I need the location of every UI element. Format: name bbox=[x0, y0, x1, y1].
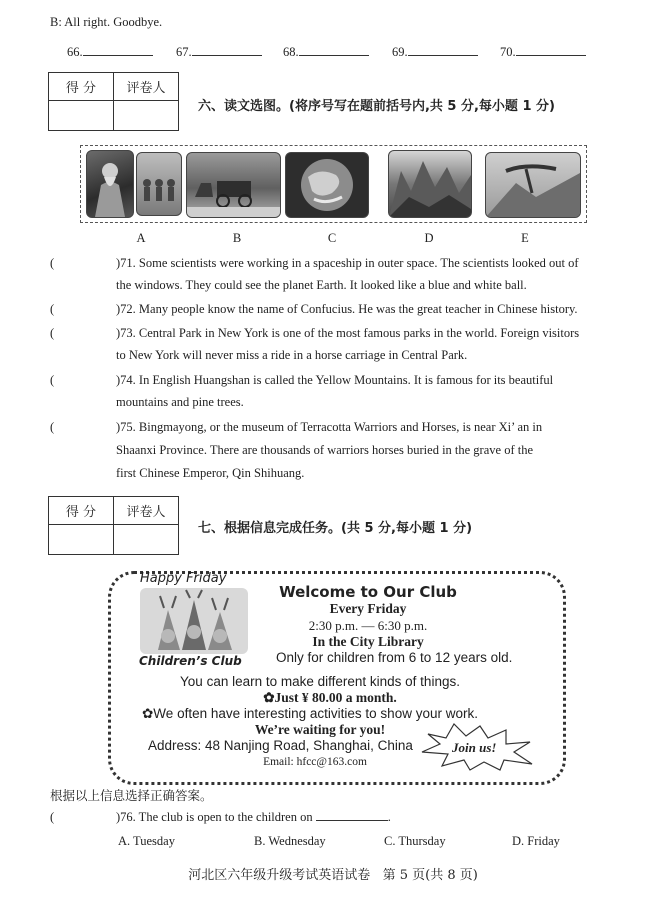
section6-title: 六、读文选图。(将序号写在题前括号内,共 5 分,每小题 1 分) bbox=[198, 99, 555, 114]
question-76: ( )76. The club is open to the children on . bbox=[50, 806, 391, 828]
question-75: ( )75. Bingmayong, or the museum of Terracotta Warriors and Horses, is near Xi’ an in Shaanxi Province. There are thousands of warriors horses buried in the grave of the first Chinese Emperor, Qin Shihuang. bbox=[50, 416, 542, 484]
picture-label-e: E bbox=[521, 231, 529, 245]
picture-label-c: C bbox=[327, 231, 337, 245]
section7-instruction: 根据以上信息选择正确答案。 bbox=[50, 788, 213, 803]
time-text: 2:30 p.m. — 6:30 p.m. bbox=[308, 618, 428, 633]
score-cell[interactable] bbox=[49, 101, 114, 131]
page-footer: 河北区六年级升级考试英语试卷 第 5 页(共 8 页) bbox=[188, 868, 478, 883]
childrens-club-text: Children’s Club bbox=[139, 654, 242, 668]
activities-text: ✿We often have interesting activities to show your work. bbox=[142, 706, 478, 721]
answer-blank-70: 70. bbox=[500, 43, 586, 60]
picture-b-horse-carriage bbox=[186, 152, 281, 218]
picture-d-mountains bbox=[388, 150, 472, 218]
picture-a-terracotta bbox=[136, 152, 182, 216]
score-label: 得 分 bbox=[49, 73, 114, 101]
picture-a-confucius bbox=[86, 150, 134, 218]
email-text: Email: hfcc@163.com bbox=[263, 756, 367, 768]
picture-label-b: B bbox=[232, 231, 242, 245]
reviewer-cell[interactable] bbox=[114, 101, 179, 131]
picture-c-earth bbox=[285, 152, 369, 218]
answer-paren[interactable]: ( bbox=[50, 302, 55, 316]
price-text: ✿Just ¥ 80.00 a month. bbox=[263, 690, 397, 705]
place-text: In the City Library bbox=[312, 634, 424, 649]
party-hats-image bbox=[140, 588, 248, 654]
question-73: ( )73. Central Park in New York is one of the most famous parks in the world. Foreign visitors to New York will never miss a ride in a horse carriage in Central Park. bbox=[50, 322, 579, 366]
score-box-section6 bbox=[48, 72, 179, 131]
picture-e-pine-tree bbox=[485, 152, 581, 218]
answer-blank-69: 69. bbox=[392, 43, 478, 60]
reviewer-label: 评卷人 bbox=[114, 497, 179, 525]
question-71: ( )71. Some scientists were working in a spaceship in outer space. The scientists looked out of the windows. They could see the planet Earth. It looked like a blue and white ball. bbox=[50, 252, 579, 296]
ages-text: Only for children from 6 to 12 years old. bbox=[276, 650, 513, 665]
welcome-heading: Welcome to Our Club bbox=[279, 583, 457, 601]
reviewer-cell[interactable] bbox=[114, 525, 179, 555]
score-cell[interactable] bbox=[49, 525, 114, 555]
happy-friday-text: Happy Friday bbox=[140, 571, 227, 586]
picture-label-d: D bbox=[424, 231, 434, 245]
score-label: 得 分 bbox=[49, 497, 114, 525]
answer-blank-66: 66. bbox=[67, 43, 153, 60]
option-d[interactable]: D. Friday bbox=[512, 834, 560, 848]
answer-paren[interactable]: ( bbox=[50, 420, 55, 434]
question-72: ( )72. Many people know the name of Confucius. He was the great teacher in Chinese history. bbox=[50, 298, 578, 320]
option-c[interactable]: C. Thursday bbox=[384, 834, 446, 848]
answer-blank-76[interactable] bbox=[316, 808, 388, 821]
answer-paren[interactable]: ( bbox=[50, 326, 55, 340]
score-box-section7 bbox=[48, 496, 179, 555]
question-74: ( )74. In English Huangshan is called the Yellow Mountains. It is famous for its beautiful mountains and pine trees. bbox=[50, 369, 553, 413]
address-text: Address: 48 Nanjing Road, Shanghai, China bbox=[148, 738, 413, 753]
answer-paren[interactable]: ( bbox=[50, 373, 55, 387]
option-b[interactable]: B. Wednesday bbox=[254, 834, 326, 848]
picture-label-a: A bbox=[136, 231, 146, 245]
answer-paren[interactable]: ( bbox=[50, 256, 55, 270]
answer-blank-68: 68. bbox=[283, 43, 369, 60]
join-us-text: Join us! bbox=[452, 740, 497, 755]
learn-text: You can learn to make different kinds of things. bbox=[180, 674, 460, 689]
section7-title: 七、根据信息完成任务。(共 5 分,每小题 1 分) bbox=[198, 521, 473, 536]
answer-paren[interactable]: ( bbox=[50, 810, 55, 824]
reviewer-label: 评卷人 bbox=[114, 73, 179, 101]
answer-blank-67: 67. bbox=[176, 43, 262, 60]
option-a[interactable]: A. Tuesday bbox=[118, 834, 175, 848]
waiting-text: We’re waiting for you! bbox=[254, 722, 386, 737]
every-friday-text: Every Friday bbox=[329, 601, 407, 616]
dialog-line: B: All right. Goodbye. bbox=[50, 15, 163, 29]
